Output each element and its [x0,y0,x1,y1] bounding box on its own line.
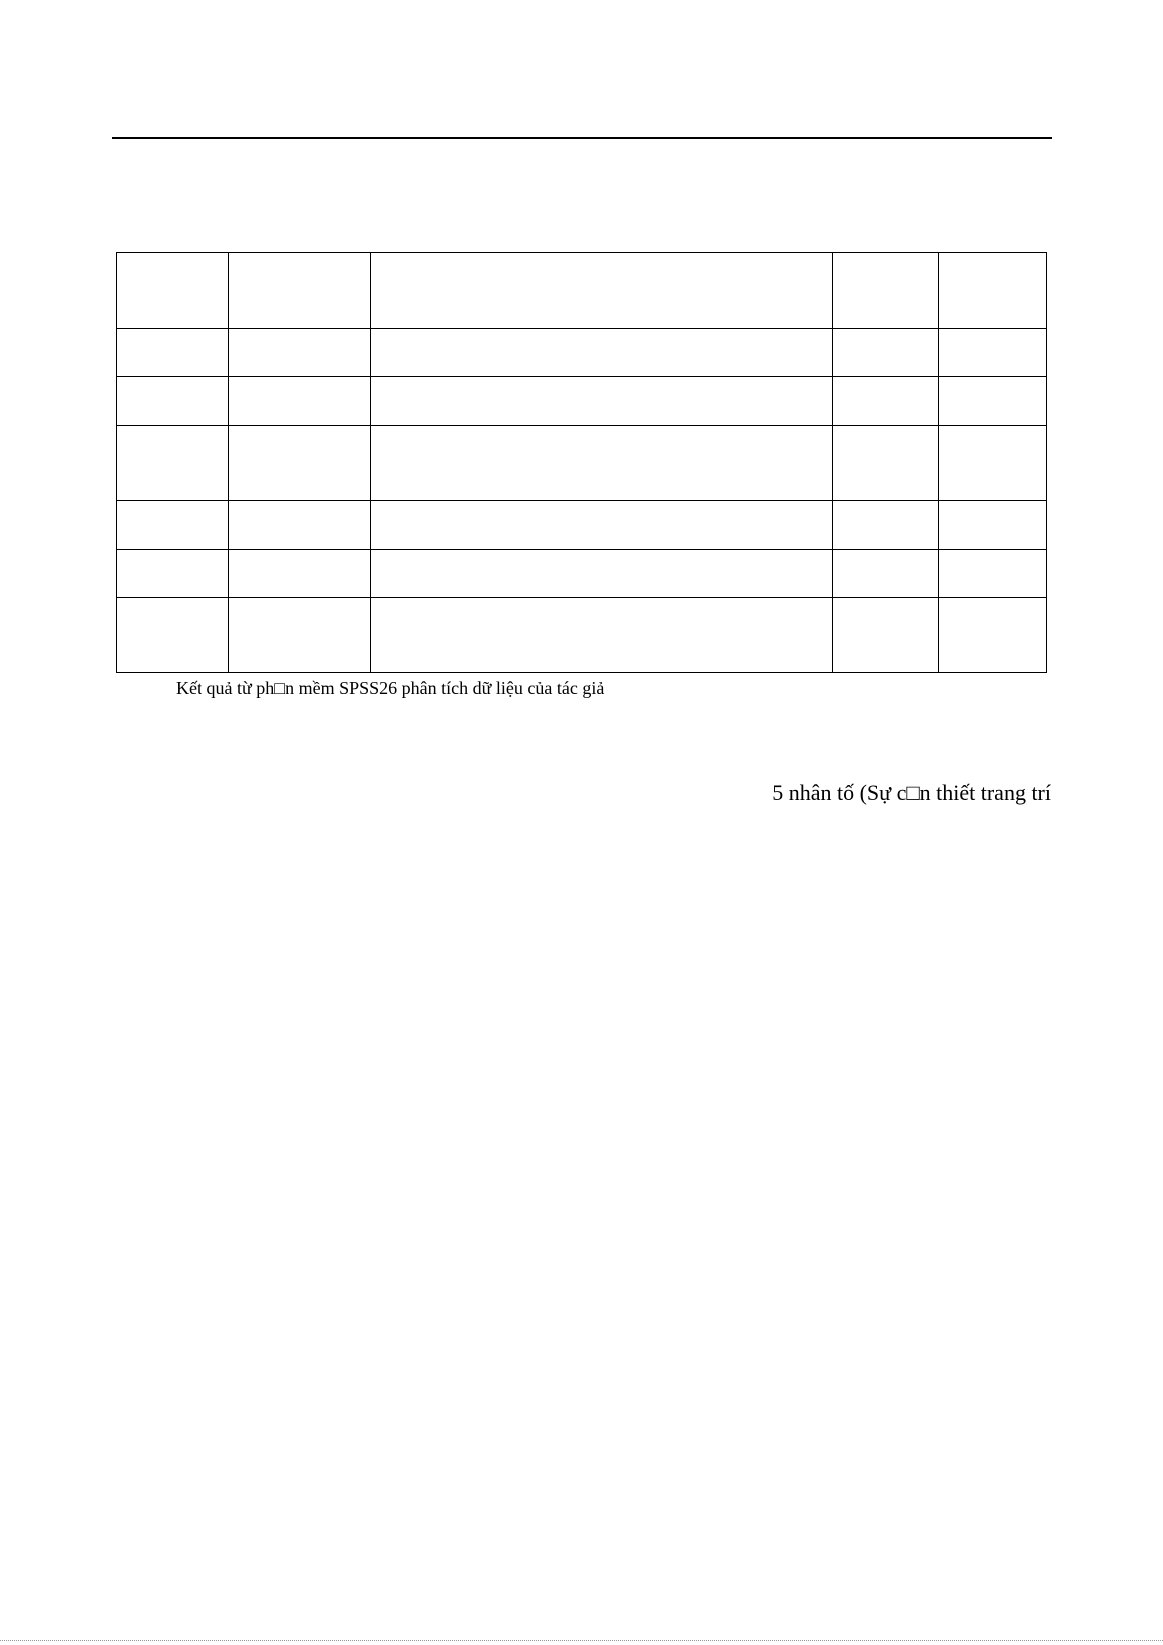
table-row [117,426,1047,501]
table-cell [117,426,229,501]
table-cell [833,329,939,377]
table-cell [117,598,229,673]
results-table [116,252,1047,673]
table-cell [939,329,1047,377]
table-cell [229,329,371,377]
table-cell [939,501,1047,550]
table-cell [833,550,939,598]
table-header-cell [117,253,229,329]
table-row [117,329,1047,377]
table-cell [229,598,371,673]
table-cell [117,329,229,377]
table-cell [371,329,833,377]
table-row [117,598,1047,673]
table-cell [939,598,1047,673]
table-cell [229,377,371,426]
table-header-cell [939,253,1047,329]
table-header-cell [833,253,939,329]
table-cell [229,426,371,501]
table-row [117,501,1047,550]
body-text-line: 5 nhân tố (Sự c□n thiết trang trí [772,780,1051,805]
page-bottom-edge [0,1640,1163,1641]
table-cell [833,426,939,501]
table-cell [833,501,939,550]
table-header-row [117,253,1047,329]
table-cell [939,550,1047,598]
table-cell [371,550,833,598]
table-header-cell [371,253,833,329]
table-row [117,377,1047,426]
table-cell [117,501,229,550]
header-rule [112,137,1052,139]
table-cell [371,377,833,426]
table-cell [833,598,939,673]
table-cell [229,550,371,598]
table-cell [371,426,833,501]
table-cell [939,377,1047,426]
table-cell [117,550,229,598]
table-row [117,550,1047,598]
table-cell [117,377,229,426]
table-cell [229,501,371,550]
table-cell [371,598,833,673]
table-header-cell [229,253,371,329]
table-cell [833,377,939,426]
table-cell [371,501,833,550]
table-source-caption: Kết quả từ ph□n mềm SPSS26 phân tích dữ liệu của tác giả [176,678,605,698]
table-cell [939,426,1047,501]
